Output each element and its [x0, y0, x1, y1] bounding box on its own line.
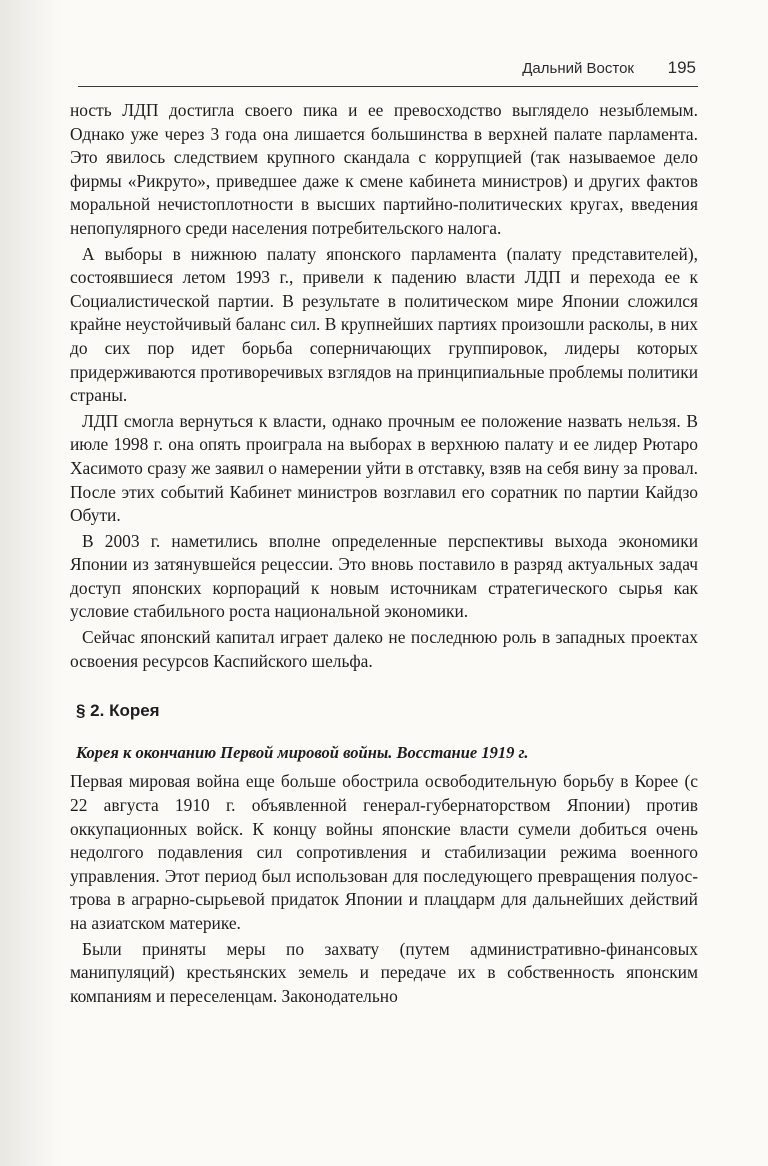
- page-header: [78, 56, 698, 87]
- binding-shadow: [0, 0, 62, 1166]
- paragraph: Сейчас японский капитал играет далеко не последнюю роль в западных проектах освоения ресурсов Каспийского шельфа.: [70, 627, 698, 671]
- paragraph: Были приняты меры по захвату (путем административно-финансовых манипуляций) крестьянских земель и передаче их в собственность японским компаниям и переселенцам. Законодательно: [70, 938, 698, 1006]
- page-number: 195: [667, 58, 696, 77]
- paragraph: В 2003 г. наметились вполне определенные перспективы выхода экономики Японии из затянувшейся рецессии. Это вновь поставило в разряд актуальных задач доступ японских корпораций к новым источникам стратегического сырья как условие стабильного роста национальной экономики.: [70, 530, 698, 622]
- paragraph: Первая мировая война еще больше обострила освободительную борьбу в Корее (с 22 августа 1910 г. объявленной генерал-губернаторством Японии) против оккупационных войск. К концу войны японские власти сумели добиться очень недолгого подавления сил сопротивления и стабилизации режима военного управления. Этот период был использован для последующего превращения полуострова в аграрно-сырьевой придаток Японии и плацдарм для дальнейших действий на азиатском материке.: [70, 771, 698, 933]
- paragraph: ЛДП смогла вернуться к власти, однако прочным ее положение назвать нельзя. В июле 1998 г. она опять проиграла на выборах в верхнюю палату и ее лидер Рютаро Хасимото сразу же заявил о намерении уйти в отставку, взяв на себя вину за провал. После этих событий Кабинет министров возглавил его соратник по партии Кайдзо Обути.: [70, 410, 698, 526]
- body-text: [70, 99, 698, 1010]
- section-heading: § 2. Корея: [76, 701, 160, 721]
- subsection-heading: Корея к окончанию Первой мировой войны. Восстание 1919 г.: [76, 742, 529, 762]
- paragraph: А выборы в нижнюю палату японского парламента (палату представителей), состоявшиеся летом 1993 г., привели к падению власти ЛДП и перехода ее к Социалистической партии. В результате в политическом мире Японии сложился крайне неустойчивый баланс сил. В крупнейших партиях произошли расколы, в них до сих пор идет борьба соперничающих группировок, лидеры которых придерживаются противоречивых взглядов на принципиальные проблемы политики страны.: [70, 243, 698, 406]
- running-title: Дальний Восток: [522, 60, 634, 77]
- paragraph: ность ЛДП достигла своего пика и ее превосходство выглядело незыблемым. Однако уже через 3 года она лишается большинства в верхней палате парламента. Это явилось следствием крупного скандала с коррупцией (так называемое дело фирмы «Рикруто», приведшее даже к смене кабинета министров) и других фактов моральной нечистоплотности в высших партийно-политических кругах, введения непопулярного среди населения потребительского налога.: [70, 100, 698, 238]
